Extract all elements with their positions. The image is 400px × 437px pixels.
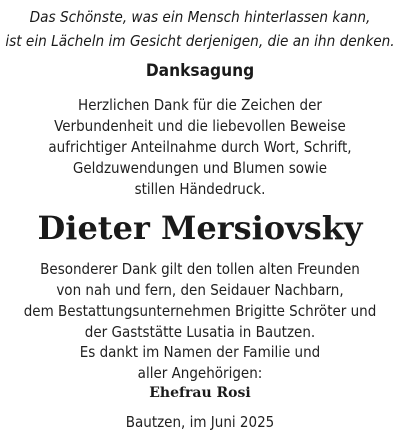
thanks-text-line-1: Herzlichen Dank für die Zeichen der [78,96,322,114]
signature: Ehefrau Rosi [149,385,251,401]
thanks-heading: Danksagung [145,61,255,81]
place-and-date: Bautzen, im Juni 2025 [125,413,275,431]
thanks-text-line-5: stillen Händedruck. [134,180,266,198]
special-thanks-line-2: von nah und fern, den Seidauer Nachbarn, [56,281,344,299]
special-thanks-line-1: Besonderer Dank gilt den tollen alten Freunden [40,260,360,278]
special-thanks-line-3: dem Bestattungsunternehmen Brigitte Schröter und [23,302,377,320]
thanks-text-line-3: aufrichtiger Anteilnahme durch Wort, Schrift, [48,138,352,156]
family-thanks-line-2: aller Angehörigen: [137,364,263,382]
family-thanks-line-1: Es dankt im Namen der Familie und [79,343,321,361]
thanks-text-line-4: Geldzuwendungen und Blumen sowie [72,159,328,177]
special-thanks-line-4: der Gaststätte Lusatia in Bautzen. [84,323,316,341]
deceased-name: Dieter Mersiovsky [37,209,363,247]
memorial-quote-line-2: ist ein Lächeln im Gesicht derjenigen, die an ihn denken. [5,32,395,50]
thanks-text-line-2: Verbundenheit und die liebevollen Beweise [54,117,346,135]
memorial-quote-line-1: Das Schönste, was ein Mensch hinterlassen kann, [29,8,371,26]
